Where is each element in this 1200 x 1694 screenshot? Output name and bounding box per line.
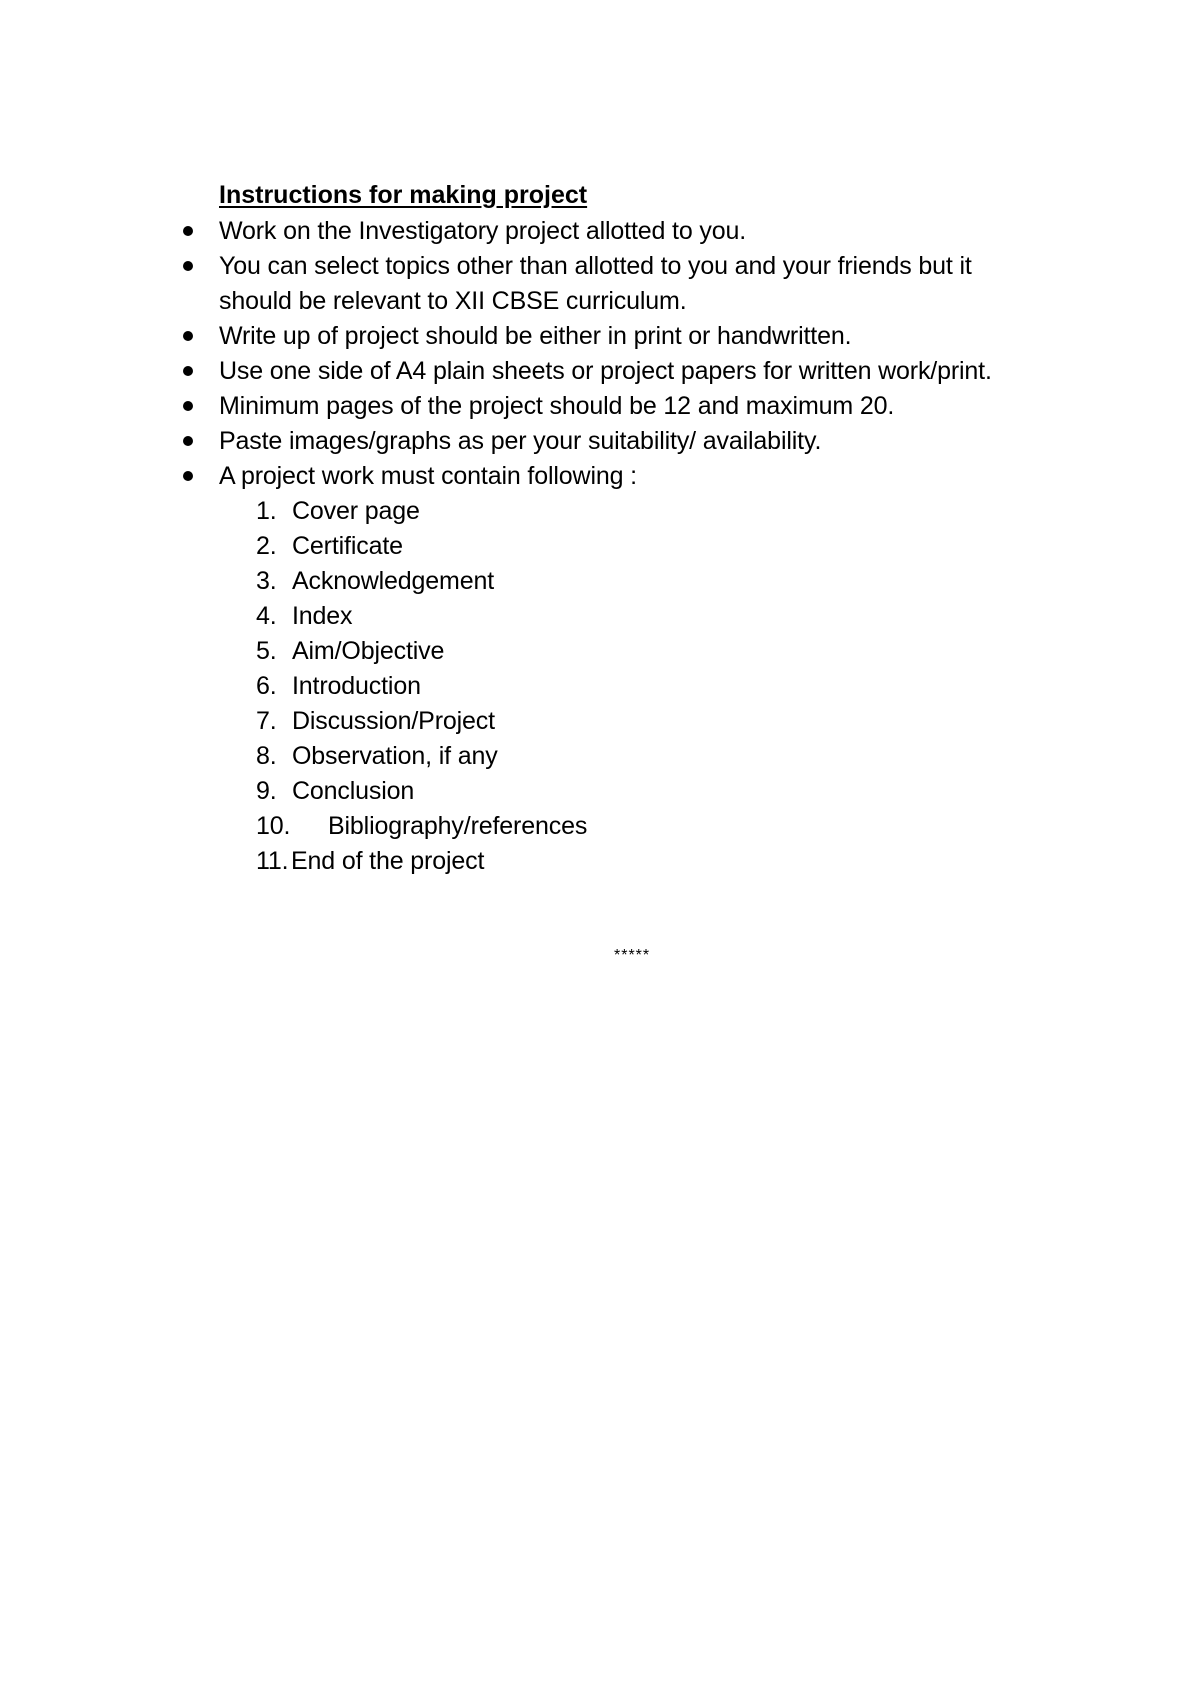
page-title: Instructions for making project (219, 181, 588, 209)
list-item (0, 354, 1099, 389)
item-number: 1. (256, 497, 277, 525)
instructions-list (0, 214, 1099, 879)
item-number: 8. (256, 742, 277, 770)
item-number: 6. (256, 672, 277, 700)
bullet-icon (183, 471, 193, 481)
instruction-text: Work on the Investigatory project allotted to you. (219, 217, 747, 245)
contents-item (219, 669, 1099, 704)
contents-item (219, 809, 1099, 844)
item-label: Acknowledgement (292, 567, 495, 595)
item-label: Aim/Objective (292, 637, 445, 665)
bullet-icon (183, 401, 193, 411)
list-item (0, 249, 1099, 319)
contents-item (219, 704, 1099, 739)
item-label: Observation, if any (292, 742, 498, 770)
contents-item (219, 529, 1099, 564)
list-item (0, 459, 1099, 879)
item-number: 10. (256, 812, 291, 840)
bullet-icon (183, 226, 193, 236)
bullet-icon (183, 436, 193, 446)
list-item (0, 214, 1099, 249)
item-number: 4. (256, 602, 277, 630)
item-number: 9. (256, 777, 277, 805)
contents-item (219, 774, 1099, 809)
instruction-text: You can select topics other than allotted to you and your friends but it should be relevant to XII CBSE curriculum. (219, 252, 972, 315)
contents-item (219, 494, 1099, 529)
item-number: 2. (256, 532, 277, 560)
item-label: End of the project (291, 847, 485, 875)
item-number: 3. (256, 567, 277, 595)
list-item (0, 319, 1099, 354)
list-item (0, 424, 1099, 459)
item-label: Certificate (292, 532, 403, 560)
item-label: Bibliography/references (328, 812, 588, 840)
item-label: Conclusion (292, 777, 415, 805)
end-marker: ***** (614, 947, 651, 964)
project-contents-list (219, 494, 1099, 879)
contents-item (219, 599, 1099, 634)
list-item (0, 389, 1099, 424)
item-number: 7. (256, 707, 277, 735)
contents-item (219, 634, 1099, 669)
contents-item (219, 739, 1099, 774)
bullet-icon (183, 331, 193, 341)
instruction-text: Use one side of A4 plain sheets or project papers for written work/print. (219, 357, 992, 385)
instruction-text: Paste images/graphs as per your suitability/ availability. (219, 427, 822, 455)
item-label: Cover page (292, 497, 420, 525)
instruction-text: A project work must contain following : (219, 462, 637, 490)
instruction-text: Write up of project should be either in print or handwritten. (219, 322, 852, 350)
item-number: 11. (256, 847, 289, 875)
item-label: Introduction (292, 672, 421, 700)
bullet-icon (183, 366, 193, 376)
item-label: Index (292, 602, 353, 630)
contents-item (219, 564, 1099, 599)
contents-item (219, 844, 1099, 879)
bullet-icon (183, 261, 193, 271)
item-label: Discussion/Project (292, 707, 495, 735)
item-number: 5. (256, 637, 277, 665)
instruction-text: Minimum pages of the project should be 12 and maximum 20. (219, 392, 895, 420)
